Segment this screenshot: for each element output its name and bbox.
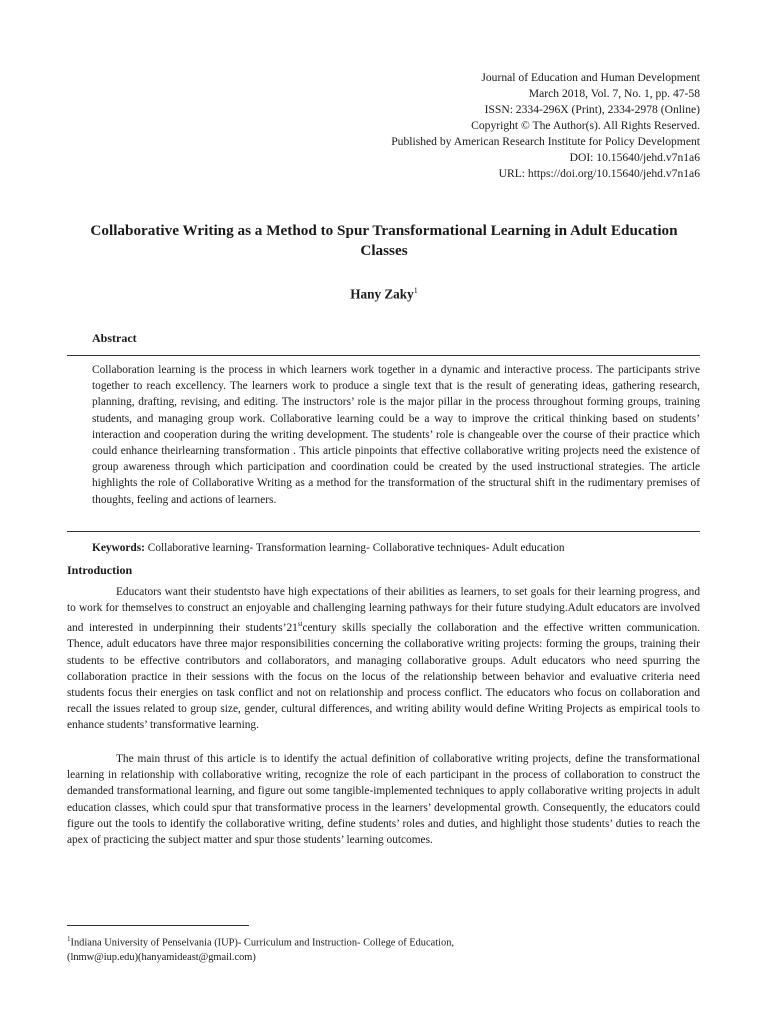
author-name bbox=[0, 286, 768, 302]
introduction-paragraph-1 bbox=[67, 584, 700, 734]
footnote-marker: 1 bbox=[67, 935, 71, 943]
keywords bbox=[92, 540, 700, 556]
footnote-line-1 bbox=[67, 932, 700, 950]
journal-info bbox=[280, 70, 700, 182]
journal-publisher: Published by American Research Institute for Policy Development bbox=[391, 135, 700, 148]
introduction-paragraph-2: The main thrust of this article is to identify the actual definition of collaborative writing projects, define the transformational learning in relationship with collaborative writing, recognize the role of each participant in the process of collaboration to construct the demanded transformational learning, and figure out some tangible-implemented techniques to apply collaborative writing projects in adult education classes, which could spur that transformative process in the learners’ developmental growth. Consequently, the educators could figure out the tools to identify the collaborative writing, define students’ roles and duties, and highlight those students’ duties to reach the apex of practicing the subject matter and spur those students’ learning outcomes. bbox=[67, 753, 700, 847]
abstract-heading: Abstract bbox=[92, 331, 137, 345]
keywords-text: Collaborative learning- Transformation learning- Collaborative techniques- Adult education bbox=[147, 542, 565, 554]
keywords-label: Keywords: bbox=[92, 542, 145, 554]
introduction-heading: Introduction bbox=[67, 563, 133, 577]
footnote bbox=[67, 932, 700, 965]
paragraph-1-text-a: Educators want their studentsto have high expectations of their abilities as learners, to set goals for their learning progress, and to work for themselves to construct an enjoyable and challenging learning pathways for their future studying.Adult educators are involved and interested in underpinning their students’21 bbox=[67, 586, 700, 635]
author-name-text: Hany Zaky bbox=[350, 286, 414, 302]
journal-issue: March 2018, Vol. 7, No. 1, pp. 47-58 bbox=[528, 87, 700, 100]
author-footnote-marker[interactable]: 1 bbox=[413, 286, 418, 295]
footnote-affiliation: Indiana University of Penselvania (IUP)- Curriculum and Instruction- College of Education, bbox=[70, 937, 454, 949]
abstract-text: Collaboration learning is the process in which learners work together in a dynamic and interactive process. The participants strive together to reach excellency. The learners work to produce a single text that is the result of generating ideas, gathering research, planning, drafting, revising, and editing. The instructors’ role is the major pillar in the process throughout forming groups, training students, and managing group work. Collaborative learning could be a way to improve the critical thinking based on students’ interaction and cooperation during the writing development. The students’ role is changeable over the course of their practice which could enhance theirlearning transformation . This article pinpoints that effective collaborative writing projects need the existence of group awareness through which participation and coordination could be created by the used instructional strategies. The article highlights the role of Collaborative Writing as a method for the transformation of the structural shift in the rudimentary premises of thoughts, feeling and actions of learners. bbox=[92, 364, 700, 506]
journal-url[interactable]: URL: https://doi.org/10.15640/jehd.v7n1a6 bbox=[498, 167, 700, 180]
journal-doi: DOI: 10.15640/jehd.v7n1a6 bbox=[569, 151, 700, 164]
paragraph-1-text-b: century skills specially the collaboration and the effective written communication. Thence, adult educators have three major responsibilities concerning the collaborative writing projects: forming the groups, training their students to be effective contributors and collaborators, and managing collaborative groups. Adult educators who need spurring the collaboration practice in their sessions with the focus on the locus of the relationship between behavior and evaluative criteria need students focus their energies on task conflict and not on relationship and process conflict. The educators who focus on collaboration and recall the issues related to group size, gender, cultural differences, and writing ability would define Writing Projects as empirical tools to enhance students’ transformative learning. bbox=[67, 622, 700, 732]
abstract-top-rule bbox=[67, 355, 700, 356]
article-title: Collaborative Writing as a Method to Spur Transformational Learning in Adult Education Classes bbox=[90, 222, 678, 259]
footnote-emails[interactable]: (lnmw@iup.edu)(hanyamideast@gmail.com) bbox=[67, 952, 256, 964]
journal-issn: ISSN: 2334-296X (Print), 2334-2978 (Online) bbox=[484, 103, 700, 116]
journal-name: Journal of Education and Human Development bbox=[481, 71, 700, 84]
footnote-rule bbox=[67, 925, 249, 926]
ordinal-superscript: st bbox=[297, 620, 303, 629]
abstract-bottom-rule bbox=[67, 531, 700, 532]
journal-copyright: Copyright © The Author(s). All Rights Reserved. bbox=[471, 119, 700, 132]
